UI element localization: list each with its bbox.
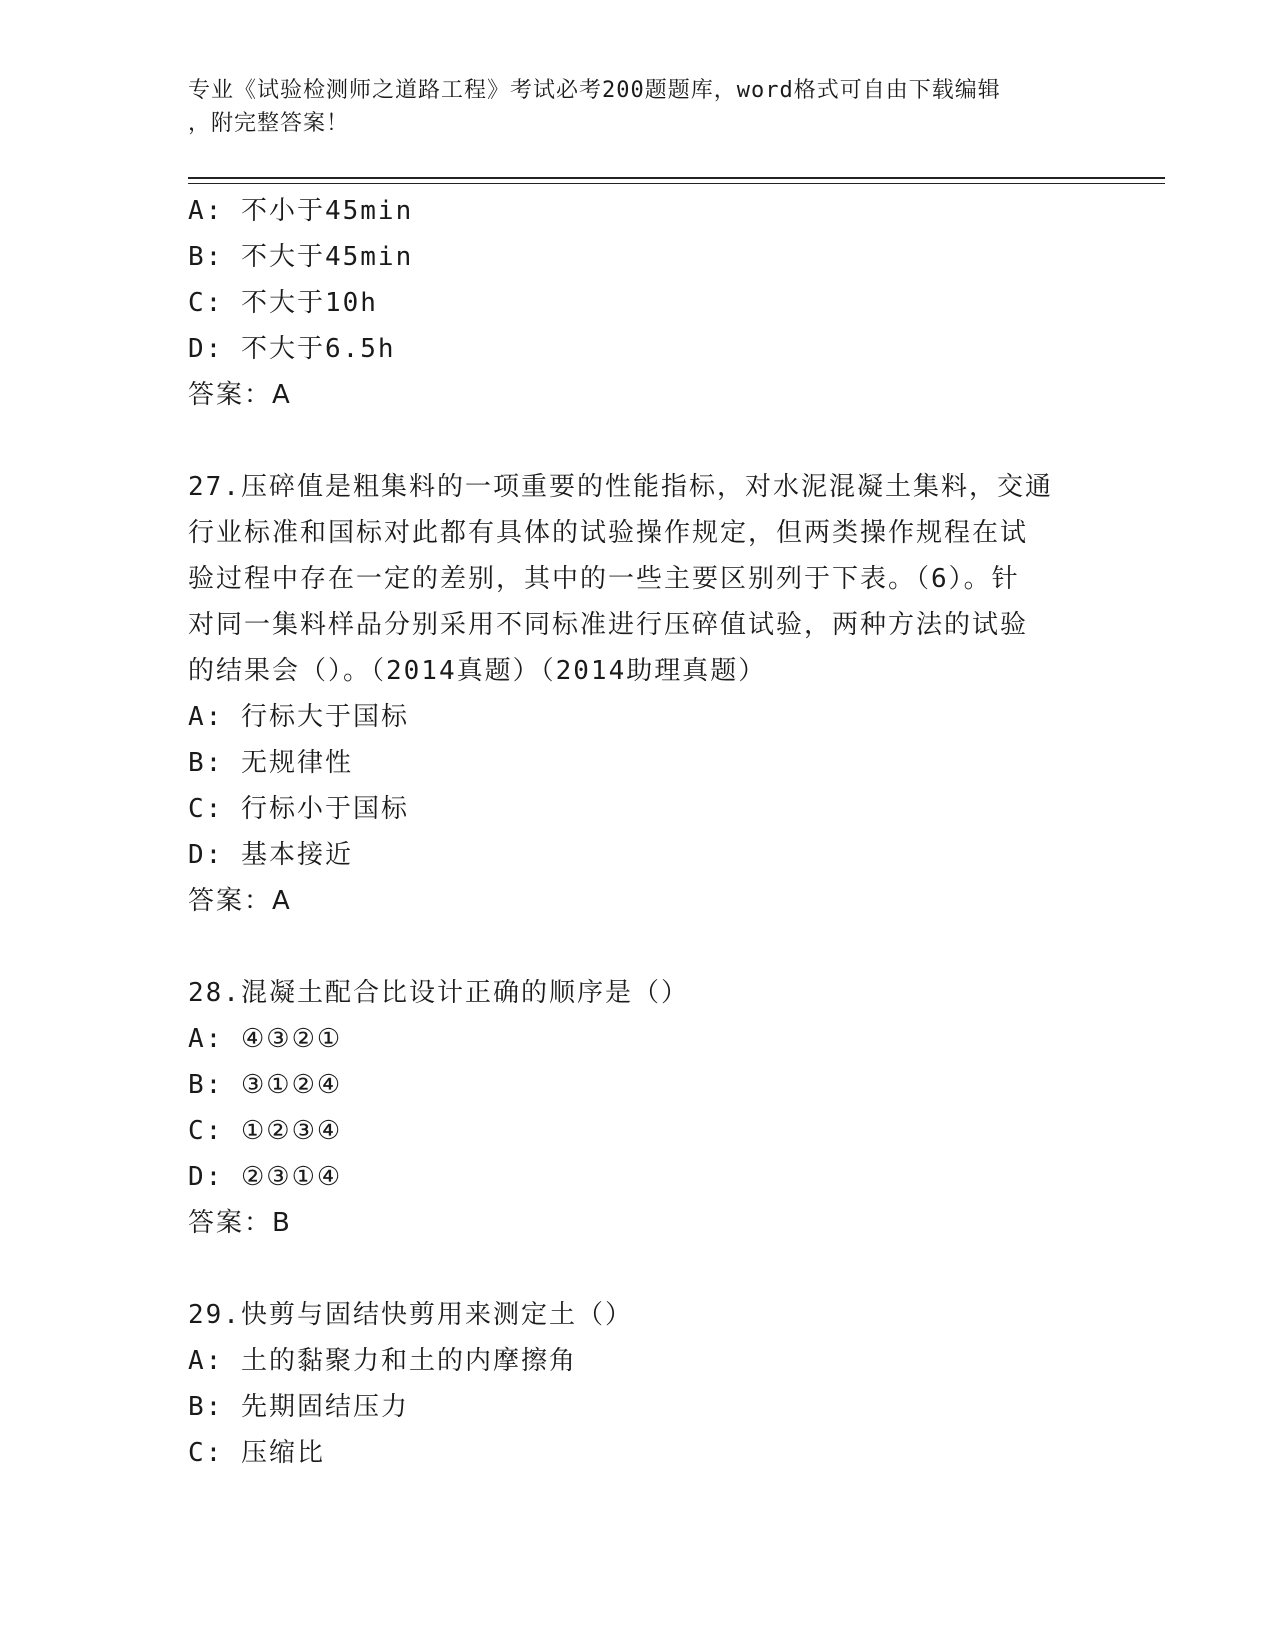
question-stem: 29.快剪与固结快剪用来测定土（）: [188, 1300, 633, 1330]
answer-line: 答案：B: [188, 1208, 292, 1238]
header-title-line: 专业《试验检测师之道路工程》考试必考200题题库，word格式可自由下载编辑: [188, 78, 1001, 103]
option-b: B: 先期固结压力: [188, 1392, 409, 1422]
spacer: [188, 418, 1088, 464]
option-d: D: 不大于6.5h: [188, 334, 396, 364]
question-stem-line: 验过程中存在一定的差别，其中的一些主要区别列于下表。（6）。针: [188, 564, 1020, 594]
answer-line: 答案：A: [188, 380, 292, 410]
spacer: [188, 924, 1088, 970]
option-c: C: ①②③④: [188, 1116, 343, 1146]
header-divider-thin: [188, 183, 1165, 184]
option-c: C: 压缩比: [188, 1438, 325, 1468]
option-a: A: 土的黏聚力和土的内摩擦角: [188, 1346, 577, 1376]
question-stem-line: 27.压碎值是粗集料的一项重要的性能指标，对水泥混凝土集料，交通: [188, 472, 1053, 502]
question-stem-line: 的结果会（）。（2014真题）（2014助理真题）: [188, 656, 767, 686]
option-b: B: ③①②④: [188, 1070, 343, 1100]
question-29: [188, 1292, 1088, 1476]
question-28: [188, 970, 1088, 1246]
question-stem-line: 对同一集料样品分别采用不同标准进行压碎值试验，两种方法的试验: [188, 610, 1029, 640]
option-a: A: ④③②①: [188, 1024, 343, 1054]
option-a: A: 不小于45min: [188, 196, 414, 226]
header-divider-thick: [188, 177, 1165, 179]
answer-line: 答案：A: [188, 886, 292, 916]
option-c: C: 不大于10h: [188, 288, 378, 318]
option-d: D: 基本接近: [188, 840, 353, 870]
question-26-tail: [188, 188, 1088, 418]
spacer: [188, 1246, 1088, 1292]
option-b: B: 无规律性: [188, 748, 353, 778]
question-list: [188, 188, 1088, 1476]
option-c: C: 行标小于国标: [188, 794, 409, 824]
option-b: B: 不大于45min: [188, 242, 414, 272]
question-stem-line: 行业标准和国标对此都有具体的试验操作规定，但两类操作规程在试: [188, 518, 1029, 548]
header-title-continuation: ，附完整答案！: [188, 111, 350, 136]
question-stem: 28.混凝土配合比设计正确的顺序是（）: [188, 978, 689, 1008]
option-d: D: ②③①④: [188, 1162, 343, 1192]
question-27: [188, 464, 1088, 924]
document-header: [188, 74, 1078, 140]
option-a: A: 行标大于国标: [188, 702, 409, 732]
